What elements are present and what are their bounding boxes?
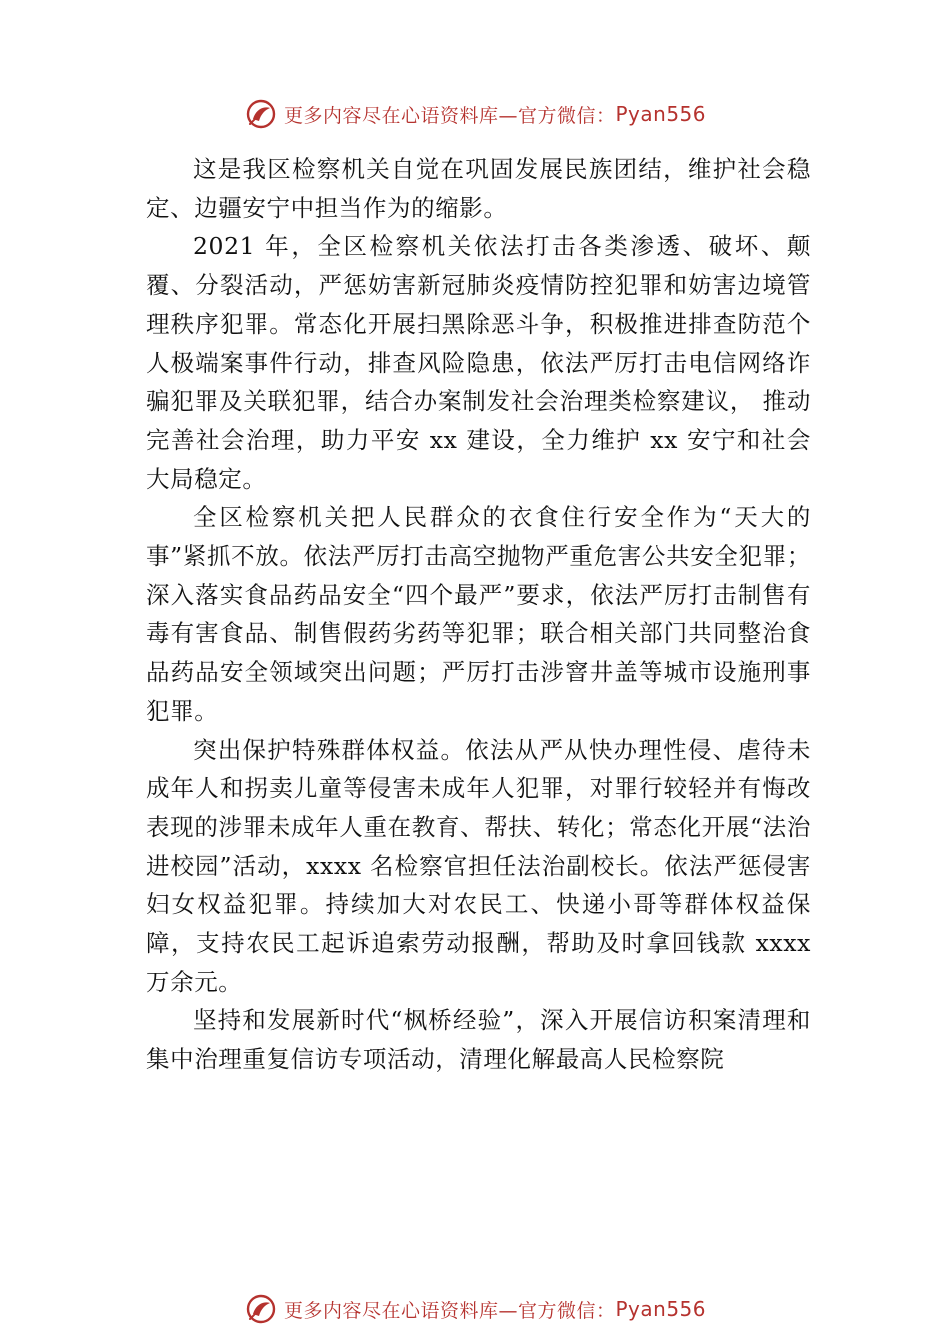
brand-logo-icon (244, 97, 278, 131)
banner-text: 更多内容尽在心语资料库—官方微信： (283, 1299, 616, 1322)
footer-banner (0, 1289, 950, 1329)
header-banner (0, 94, 950, 134)
document-body (146, 150, 811, 1079)
paragraph-5: 坚持和发展新时代“枫桥经验”，深入开展信访积案清理和集中治理重复信访专项活动，清理化解最高人民检察院 (146, 1006, 811, 1074)
paragraph-3: 全区检察机关把人民群众的衣食住行安全作为“天大的事”紧抓不放。依法严厉打击高空抛物严重危害公共安全犯罪；深入落实食品药品安全“四个最严”要求，依法严厉打击制售有毒有害食品、制售假药劣药等犯罪；联合相关部门共同整治食品药品安全领域突出问题；严厉打击涉窨井盖等城市设施刑事犯罪。 (146, 503, 811, 725)
banner-text: 更多内容尽在心语资料库—官方微信： (283, 104, 616, 127)
paragraph-2: 2021 年，全区检察机关依法打击各类渗透、破坏、颠覆、分裂活动，严惩妨害新冠肺炎疫情防控犯罪和妨害边境管理秩序犯罪。常态化开展扫黑除恶斗争，积极推进排查防范个人极端案事件行动，排查风险隐患，依法严厉打击电信网络诈骗犯罪及关联犯罪，结合办案制发社会治理类检察建议， 推动完善社会治理，助力平安 xx 建设，全力维护 xx 安宁和社会大局稳定。 (146, 232, 811, 493)
paragraph-1: 这是我区检察机关自觉在巩固发展民族团结，维护社会稳定、边疆安宁中担当作为的缩影。 (146, 155, 811, 222)
paragraph-4: 突出保护特殊群体权益。依法从严从快办理性侵、虐待未成年人和拐卖儿童等侵害未成年人犯罪，对罪行较轻并有悔改表现的涉罪未成年人重在教育、帮扶、转化；常态化开展“法治进校园”活动，xxxx 名检察官担任法治副校长。依法严惩侵害妇女权益犯罪。持续加大对农民工、快递小哥等群体权益保障，支持农民工起诉追索劳动报酬，帮助及时拿回钱款 xxxx 万余元。 (146, 735, 811, 996)
brand-logo-icon (244, 1292, 278, 1326)
wechat-id: Pyan556 (615, 102, 707, 126)
wechat-id: Pyan556 (615, 1297, 707, 1321)
